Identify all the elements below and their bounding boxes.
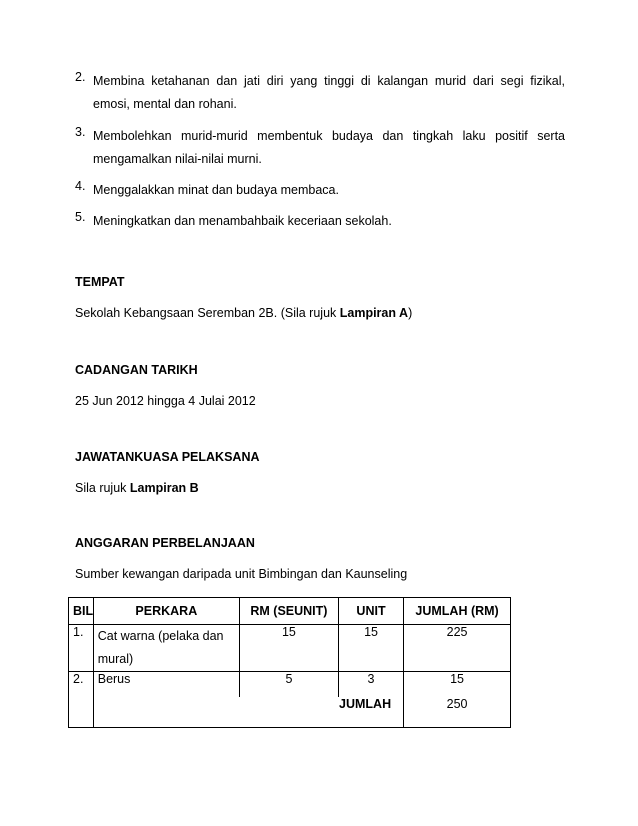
jawatankuasa-heading: JAWATANKUASA PELAKSANA bbox=[75, 450, 260, 464]
header-perkara: PERKARA bbox=[93, 598, 239, 625]
tempat-text-suffix: ) bbox=[408, 306, 413, 320]
total-value: 250 bbox=[404, 697, 511, 728]
cell-rm-seunit: 15 bbox=[239, 625, 338, 672]
cell-empty bbox=[69, 697, 94, 728]
table-header-row bbox=[69, 598, 511, 625]
objective-item-2 bbox=[75, 70, 565, 116]
objective-number: 2. bbox=[75, 70, 86, 84]
cell-jumlah: 15 bbox=[404, 672, 511, 698]
cell-bil: 1. bbox=[69, 625, 94, 672]
anggaran-heading: ANGGARAN PERBELANJAAN bbox=[75, 536, 255, 550]
objective-item-4 bbox=[75, 179, 565, 202]
cell-perkara: Cat warna (pelaka dan mural) bbox=[93, 625, 239, 672]
jawatankuasa-text bbox=[75, 481, 199, 495]
header-rm-seunit: RM (SEUNIT) bbox=[239, 598, 338, 625]
header-bil: BIL bbox=[69, 598, 94, 625]
objective-item-3 bbox=[75, 125, 565, 171]
objective-number: 5. bbox=[75, 210, 86, 224]
lampiran-b-ref: Lampiran B bbox=[129, 481, 199, 495]
objective-text: Meningkatkan dan menambahbaik keceriaan sekolah. bbox=[93, 214, 392, 228]
cell-rm-seunit: 5 bbox=[239, 672, 338, 698]
header-unit: UNIT bbox=[338, 598, 403, 625]
objective-text: Membina ketahanan dan jati diri yang tinggi di kalangan murid dari segi fizikal, emosi, mental dan rohani. bbox=[93, 74, 565, 111]
tempat-text bbox=[75, 306, 412, 320]
table-total-row bbox=[69, 697, 511, 728]
cell-bil: 2. bbox=[69, 672, 94, 698]
cell-unit: 15 bbox=[338, 625, 403, 672]
budget-table bbox=[68, 597, 511, 728]
jawatankuasa-text-prefix: Sila rujuk bbox=[75, 481, 130, 495]
tarikh-text: 25 Jun 2012 hingga 4 Julai 2012 bbox=[75, 394, 256, 408]
objective-number: 3. bbox=[75, 125, 86, 139]
objective-number: 4. bbox=[75, 179, 86, 193]
objective-text: Menggalakkan minat dan budaya membaca. bbox=[93, 183, 339, 197]
cell-perkara: Berus bbox=[93, 672, 239, 698]
table-row bbox=[69, 672, 511, 698]
objective-item-5 bbox=[75, 210, 565, 233]
cell-unit: 3 bbox=[338, 672, 403, 698]
lampiran-a-ref: Lampiran A bbox=[339, 306, 409, 320]
anggaran-text: Sumber kewangan daripada unit Bimbingan dan Kaunseling bbox=[75, 567, 408, 581]
header-jumlah-rm: JUMLAH (RM) bbox=[404, 598, 511, 625]
table-row bbox=[69, 625, 511, 672]
cell-jumlah: 225 bbox=[404, 625, 511, 672]
total-label: JUMLAH bbox=[93, 697, 403, 728]
tarikh-heading: CADANGAN TARIKH bbox=[75, 363, 198, 377]
tempat-text-prefix: Sekolah Kebangsaan Seremban 2B. (Sila rujuk bbox=[75, 306, 340, 320]
objective-text: Membolehkan murid-murid membentuk budaya dan tingkah laku positif serta mengamalkan nilai-nilai murni. bbox=[93, 129, 565, 166]
tempat-heading: TEMPAT bbox=[75, 275, 125, 289]
